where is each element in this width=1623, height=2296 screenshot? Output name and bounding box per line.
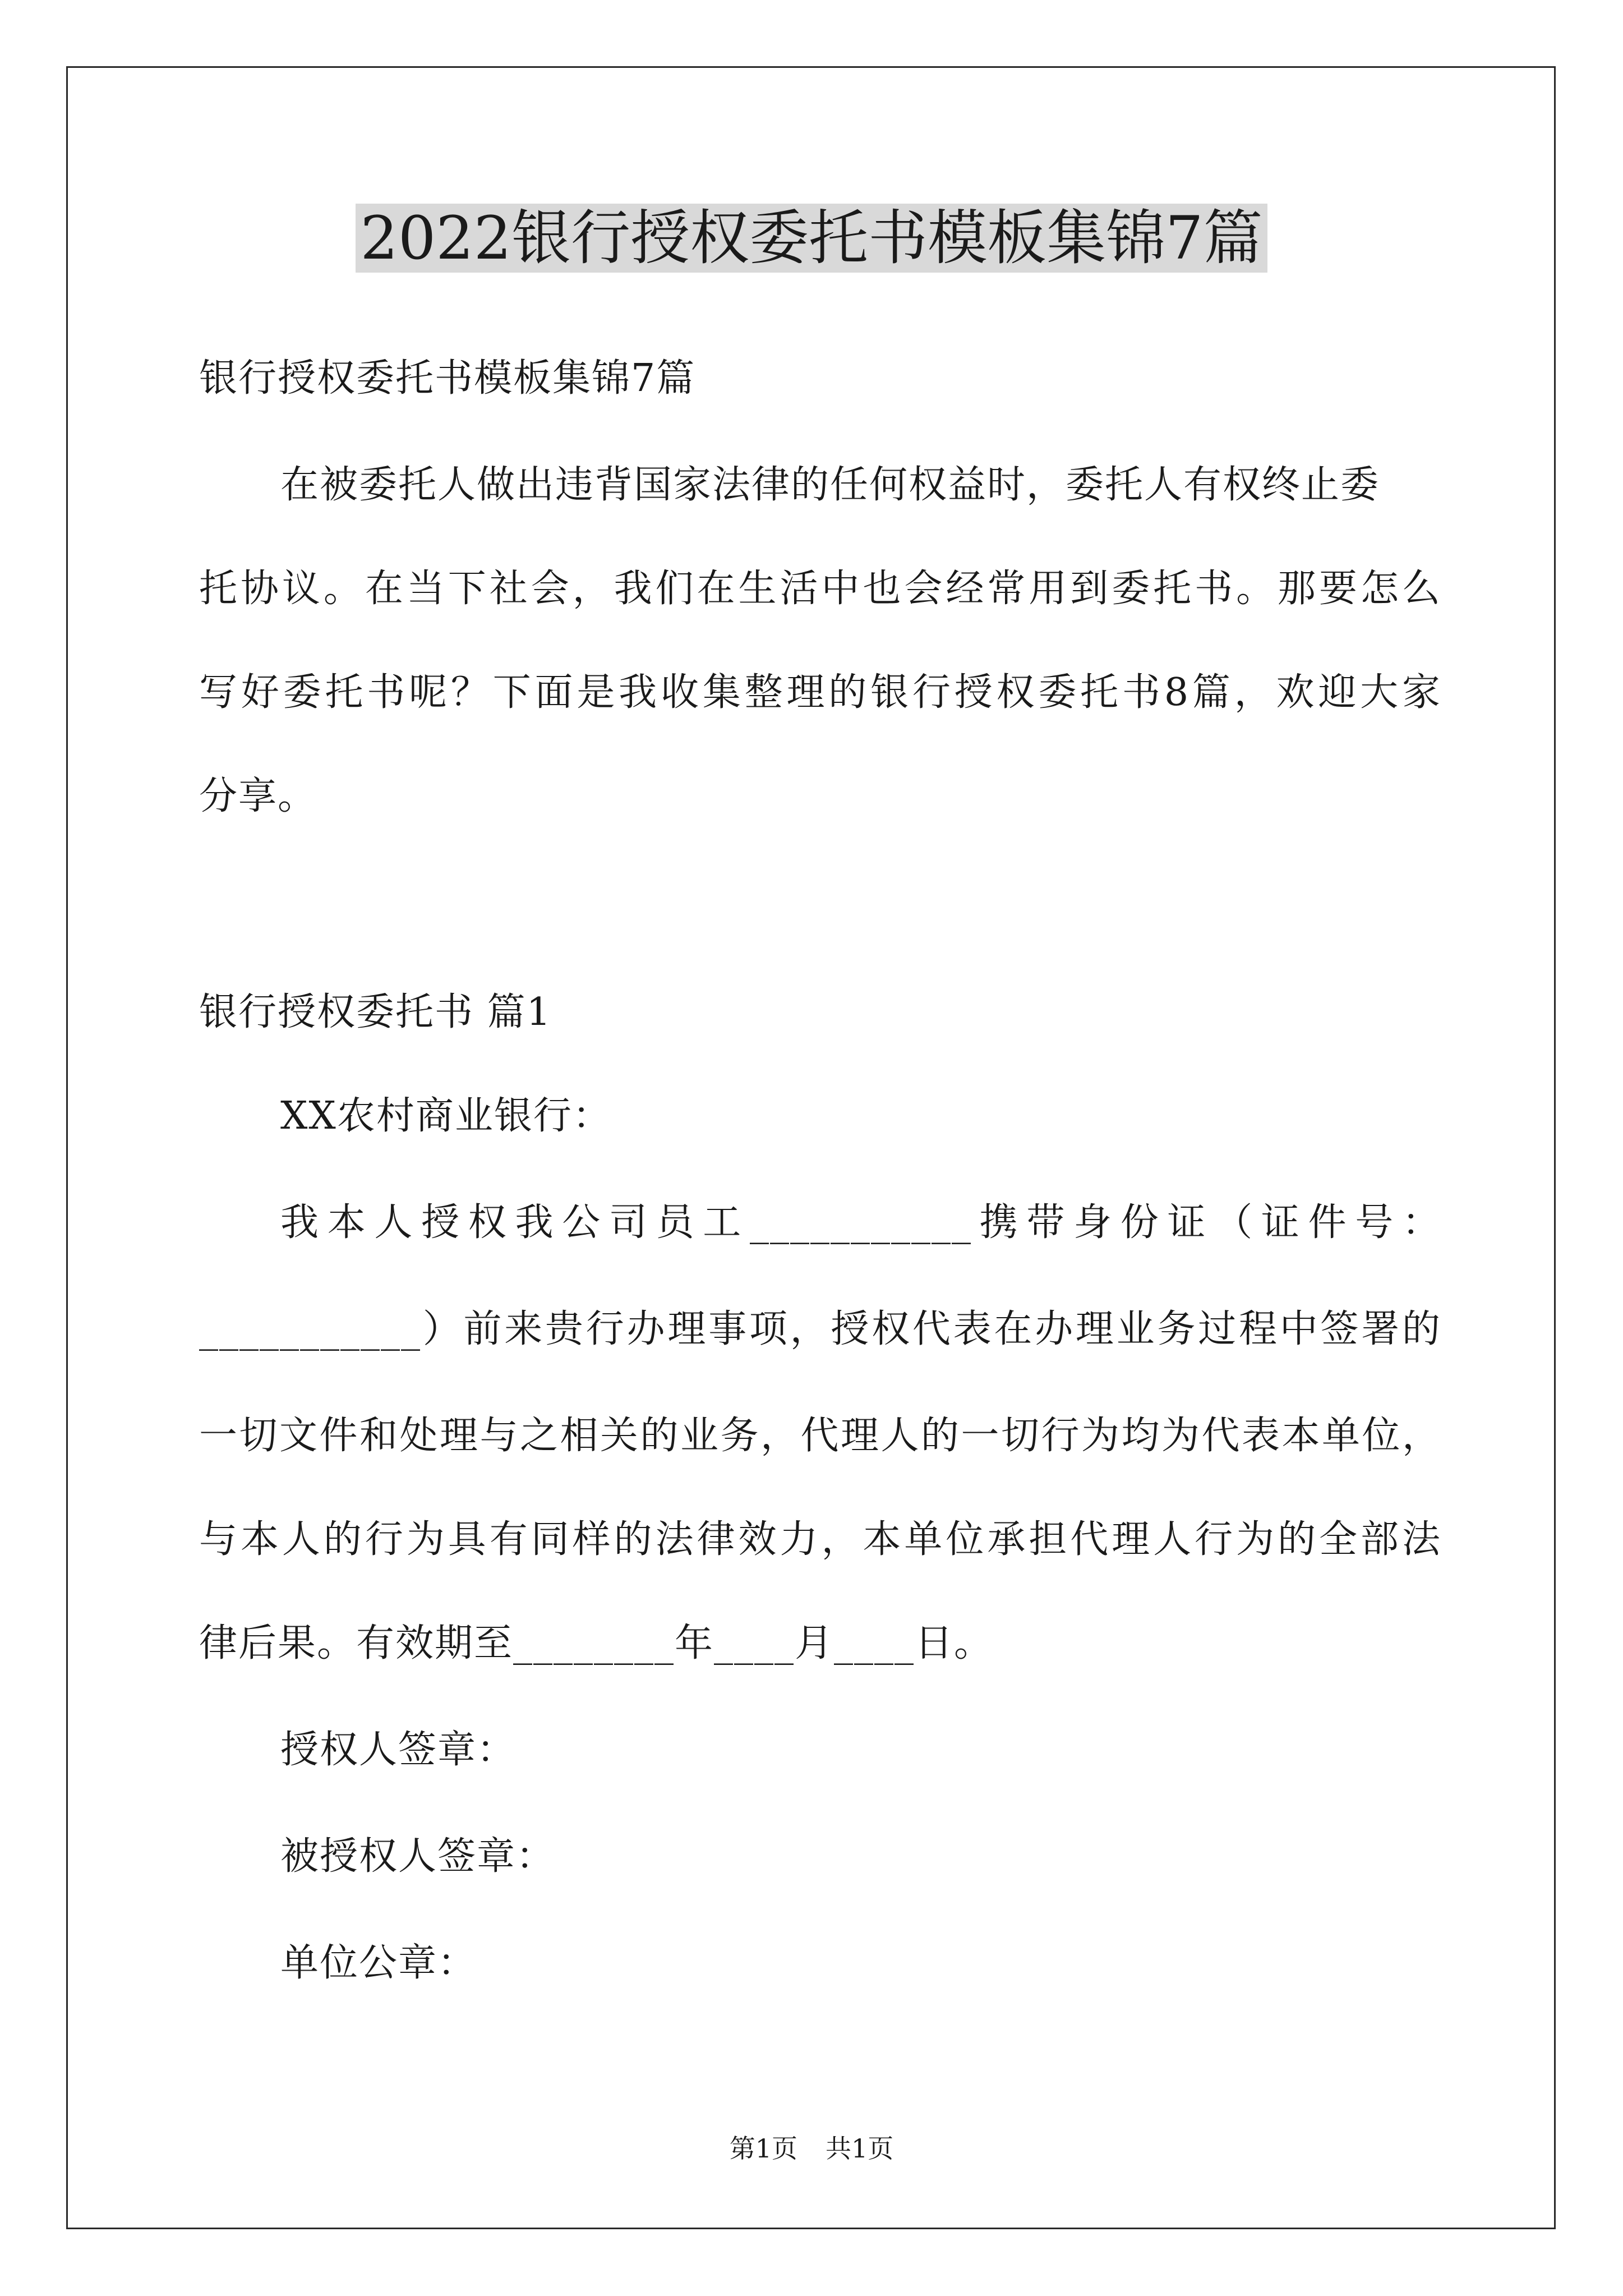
intro-line-2: 托协议。在当下社会，我们在生活中也会经常用到委托书。那要怎么 (199, 567, 1441, 611)
document-title-text: 2022银行授权委托书模板集锦7篇 (356, 204, 1267, 273)
intro-line-3: 写好委托书呢？下面是我收集整理的银行授权委托书8篇，欢迎大家 (199, 670, 1441, 715)
intro-line-4: 分享。 (199, 774, 317, 818)
body-line-4: 与本人的行为具有同样的法律效力，本单位承担代理人行为的全部法 (199, 1517, 1441, 1562)
body-line-3: 一切文件和处理与之相关的业务，代理人的一切行为均为代表本单位， (199, 1414, 1441, 1458)
document-subtitle: 银行授权委托书模板集锦7篇 (199, 356, 696, 401)
unit-seal-label: 单位公章： (280, 1941, 477, 1985)
section-heading: 银行授权委托书 篇1 (199, 990, 552, 1034)
intro-line-1: 在被委托人做出违背国家法律的任何权益时，委托人有权终止委 (280, 463, 1380, 507)
body-line-2: ___________）前来贵行办理事项，授权代表在办理业务过程中签署的 (199, 1307, 1441, 1351)
body-line-1: 我本人授权我公司员工___________携带身份证（证件号： (280, 1200, 1441, 1245)
page-footer (0, 2132, 1623, 2165)
grantor-signature-label: 授权人签章： (280, 1728, 517, 1772)
page-number-current: 第1页 (729, 2133, 797, 2164)
document-title (0, 199, 1623, 278)
body-line-5: 律后果。有效期至________年____月____日。 (199, 1621, 994, 1665)
page-number-total: 共1页 (826, 2133, 894, 2164)
addressee: XX农村商业银行： (280, 1094, 612, 1138)
grantee-signature-label: 被授权人签章： (280, 1834, 556, 1879)
